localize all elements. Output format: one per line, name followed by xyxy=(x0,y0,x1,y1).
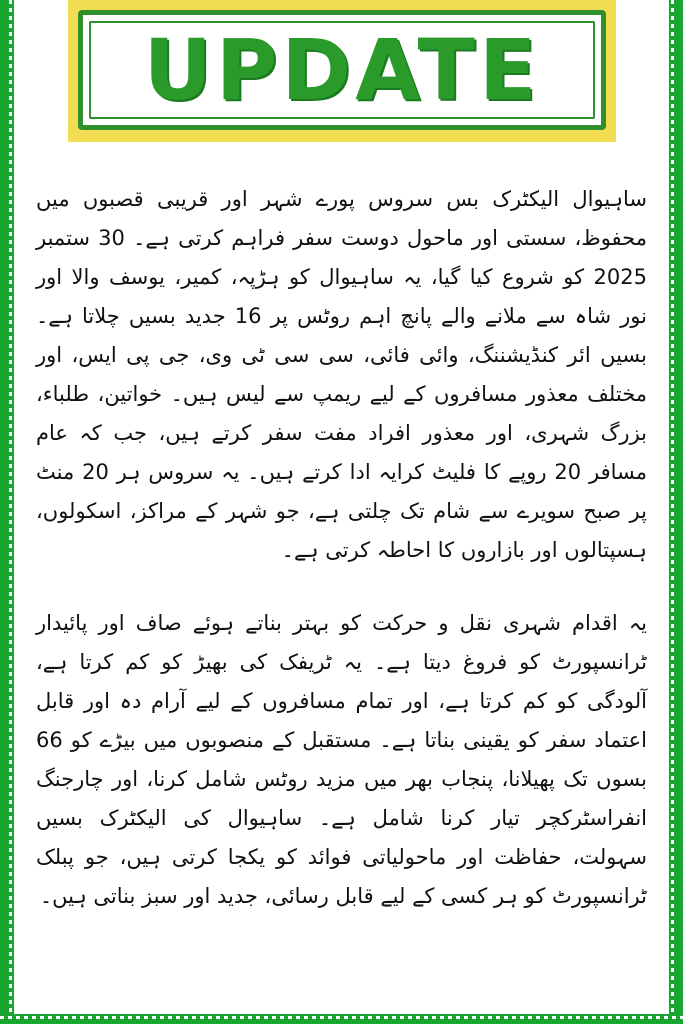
right-green-border xyxy=(669,0,683,1024)
article-paragraph-2: یہ اقدام شہری نقل و حرکت کو بہتر بناتے ہوئے صاف اور پائیدار ٹرانسپورٹ کو فروغ دیتا ہے۔ یہ ٹریفک کی بھیڑ کو کم کرتا ہے، آلودگی کو کم کرتا ہے، اور تمام مسافروں کے لیے آرام دہ اور قابل اعتماد سفر کو یقینی بناتا ہے۔ مستقبل کے منصوبوں میں بیڑے کو 66 بسوں تک پھیلانا، پنجاب بھر میں مزید روٹس شامل کرنا، اور چارجنگ انفراسٹرکچر تیار کرنا شامل ہے۔ ساہیوال کی الیکٹرک بسیں سہولت، حفاظت اور ماحولیاتی فوائد کو یکجا کرتی ہیں، جو پبلک ٹرانسپورٹ کو ہر کسی کے لیے قابل رسائی، جدید اور سبز بناتی ہیں۔ xyxy=(36,611,647,908)
article-body xyxy=(36,180,647,1010)
left-green-border xyxy=(0,0,14,1024)
update-stamp-title: UPDATE xyxy=(143,21,541,119)
article-paragraph-1: ساہیوال الیکٹرک بس سروس پورے شہر اور قریبی قصبوں میں محفوظ، سستی اور ماحول دوست سفر فراہم کرتی ہے۔ 30 ستمبر 2025 کو شروع کیا گیا، یہ ساہیوال کو ہڑپہ، کمیر، یوسف والا اور نور شاہ سے ملانے والے پانچ اہم روٹس پر 16 جدید بسیں چلاتا ہے۔ بسیں ائر کنڈیشننگ، وائی فائی، سی سی ٹی وی، جی پی ایس، اور مختلف معذور مسافروں کے لیے ریمپ سے لیس ہیں۔ خواتین، طلباء، بزرگ شہری، اور معذور افراد مفت سفر کرتے ہیں، جب کہ عام مسافر 20 روپے کا فلیٹ کرایہ ادا کرتے ہیں۔ یہ سروس ہر 20 منٹ پر صبح سویرے سے شام تک چلتی ہے، جو شہر کے مراکز، اسکولوں، ہسپتالوں اور بازاروں کا احاطہ کرتی ہے۔ xyxy=(36,187,647,562)
update-stamp xyxy=(78,10,606,130)
bottom-green-border xyxy=(0,1014,683,1024)
update-banner xyxy=(68,0,616,142)
